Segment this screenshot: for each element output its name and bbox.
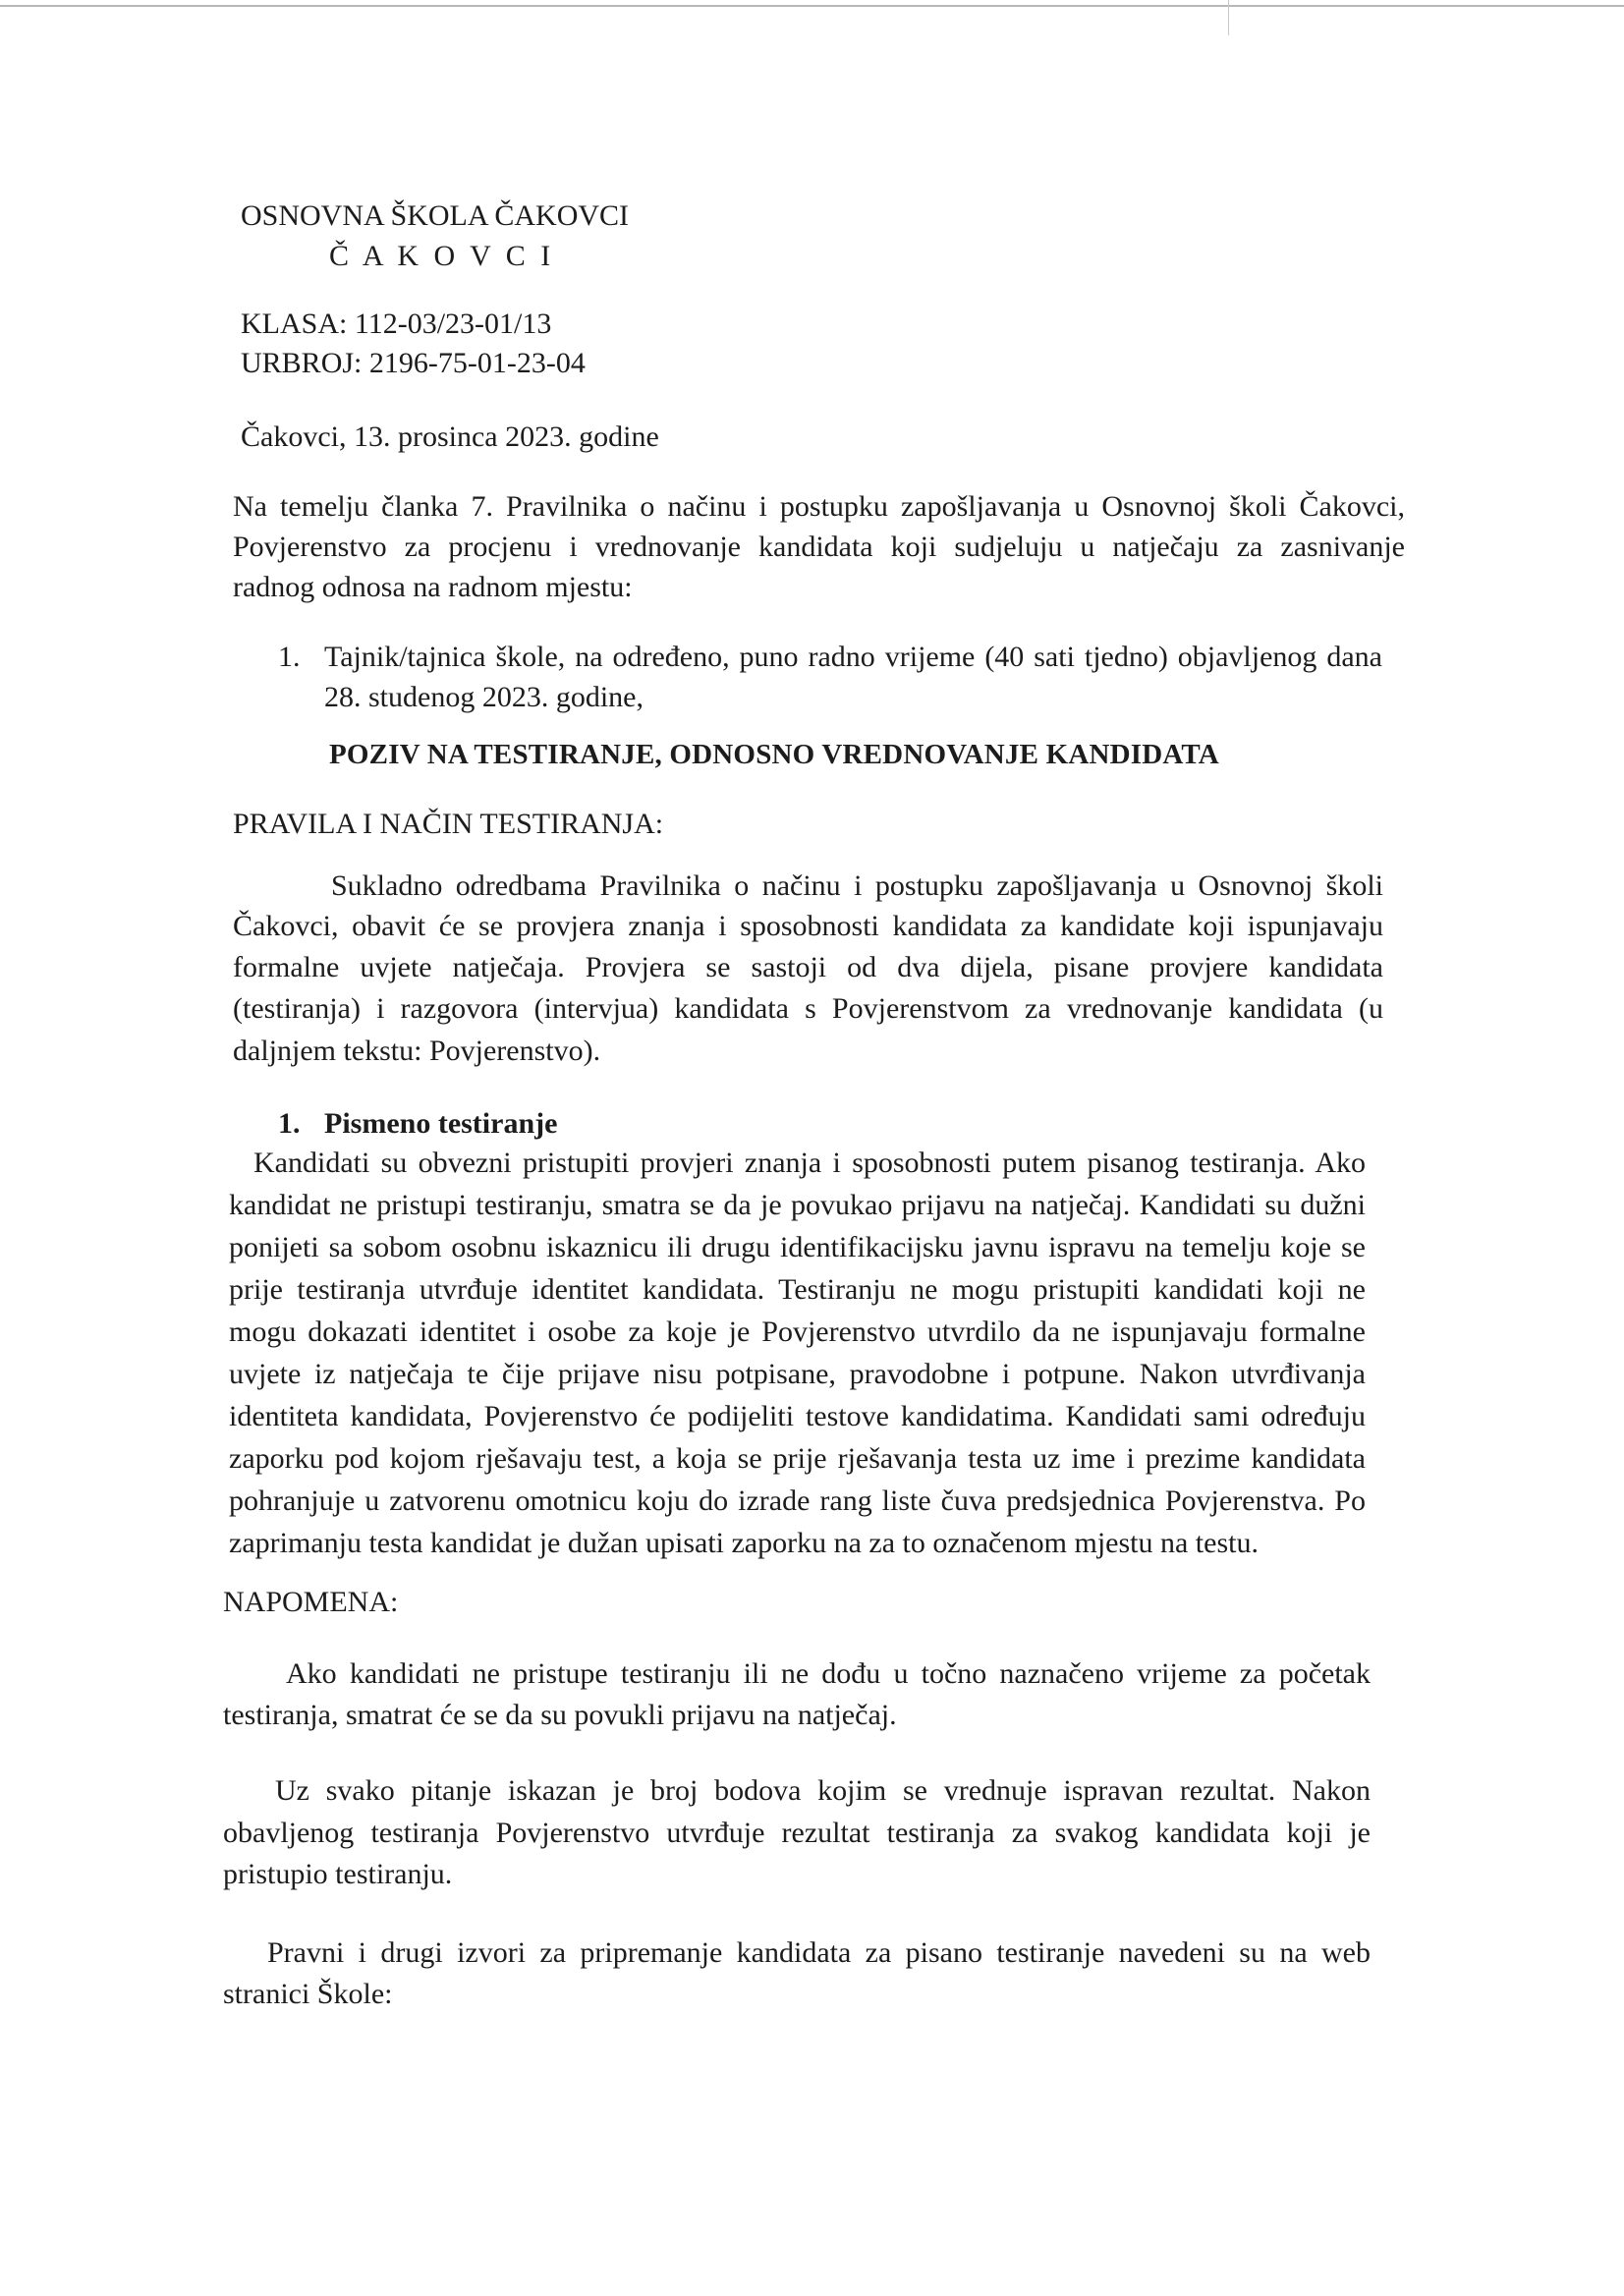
section-paragraph-line: mogu dokazati identitet i osobe za koje je Povjerenstvo utvrdilo da ne ispunjavaju formalne [229, 1316, 1366, 1348]
section-paragraph-line: kandidat ne pristupi testiranju, smatra se da je povukao prijavu na natječaj. Kandidati su dužni [229, 1189, 1366, 1221]
napomena-paragraph-line: Ako kandidati ne pristupe testiranju ili ne dođu u točno naznačeno vrijeme za početak [286, 1657, 1371, 1690]
section-paragraph-line: zaporku pod kojom rješavaju test, a koja se prije rješavanja testa uz ime i prezime kandidata [229, 1442, 1366, 1475]
napomena-paragraph-line: stranici Škole: [223, 1978, 393, 2010]
napomena-paragraph-line: obavljenog testiranja Povjerenstvo utvrđuje rezultat testiranja za svakog kandidata koji je [223, 1817, 1371, 1849]
section-paragraph-line: ponijeti sa sobom osobnu iskaznicu ili drugu identifikacijsku javnu ispravu na temelju koje se [229, 1231, 1366, 1263]
napomena-paragraph-line: pristupio testiranju. [223, 1858, 453, 1890]
rules-paragraph-line: Čakovci, obavit će se provjera znanja i sposobnosti kandidata za kandidate koji ispunjavaju [233, 910, 1383, 942]
section-paragraph-line: Kandidati su obvezni pristupiti provjeri znanja i sposobnosti putem pisanog testiranja. Ako [253, 1147, 1366, 1179]
napomena-paragraph-line: Pravni i drugi izvori za pripremanje kandidata za pisano testiranje navedeni su na web [267, 1936, 1371, 1969]
section-title: Pismeno testiranje [324, 1107, 558, 1140]
main-title: POZIV NA TESTIRANJE, ODNOSNO VREDNOVANJE KANDIDATA [329, 739, 1219, 770]
klasa-number: KLASA: 112-03/23-01/13 [241, 308, 552, 340]
document-date: Čakovci, 13. prosinca 2023. godine [241, 420, 659, 453]
position-number: 1. [278, 641, 301, 673]
scan-edge-line [0, 5, 1624, 7]
rules-paragraph-line: (testiranja) i razgovora (intervjua) kandidata s Povjerenstvom za vrednovanje kandidata (u [233, 992, 1383, 1025]
section-number: 1. [278, 1107, 301, 1140]
intro-line: Na temelju članka 7. Pravilnika o načinu i postupku zapošljavanja u Osnovnoj školi Čakovci, [233, 490, 1405, 523]
rules-heading: PRAVILA I NAČIN TESTIRANJA: [233, 808, 664, 840]
rules-paragraph-line: formalne uvjete natječaja. Provjera se sastoji od dva dijela, pisane provjere kandidata [233, 951, 1383, 983]
rules-paragraph-line: daljnjem tekstu: Povjerenstvo). [233, 1035, 601, 1067]
urbroj-number: URBROJ: 2196-75-01-23-04 [241, 347, 586, 379]
position-line: 28. studenog 2023. godine, [324, 681, 644, 713]
napomena-paragraph-line: testiranja, smatrat će se da su povukli prijavu na natječaj. [223, 1699, 897, 1731]
section-paragraph-line: zaprimanju testa kandidat je dužan upisati zaporku na za to označenom mjestu na testu. [229, 1527, 1259, 1559]
napomena-paragraph-line: Uz svako pitanje iskazan je broj bodova kojim se vrednuje ispravan rezultat. Nakon [275, 1774, 1371, 1807]
section-paragraph-line: prije testiranja utvrđuje identitet kandidata. Testiranju ne mogu pristupiti kandidati koji ne [229, 1273, 1366, 1306]
section-paragraph-line: uvjete iz natječaja te čije prijave nisu potpisane, pravodobne i potpune. Nakon utvrđivanja [229, 1358, 1366, 1390]
school-name: OSNOVNA ŠKOLA ČAKOVCI [241, 199, 630, 232]
section-paragraph-line: pohranjuje u zatvorenu omotnicu koju do izrade rang liste čuva predsjednica Povjerenstva. Po [229, 1484, 1366, 1517]
school-city: Č A K O V C I [329, 240, 555, 272]
intro-line: Povjerenstvo za procjenu i vrednovanje kandidata koji sudjeluju u natječaju za zasnivanje [233, 531, 1405, 563]
section-paragraph-line: identiteta kandidata, Povjerenstvo će podijeliti testove kandidatima. Kandidati sami određuju [229, 1400, 1366, 1432]
scan-edge-mark [1228, 0, 1229, 35]
position-line: Tajnik/tajnica škole, na određeno, puno radno vrijeme (40 sati tjedno) objavljenog dana [324, 641, 1382, 673]
intro-line: radnog odnosa na radnom mjestu: [233, 571, 633, 603]
rules-paragraph-line: Sukladno odredbama Pravilnika o načinu i postupku zapošljavanja u Osnovnoj školi [331, 869, 1383, 902]
napomena-heading: NAPOMENA: [223, 1586, 399, 1618]
